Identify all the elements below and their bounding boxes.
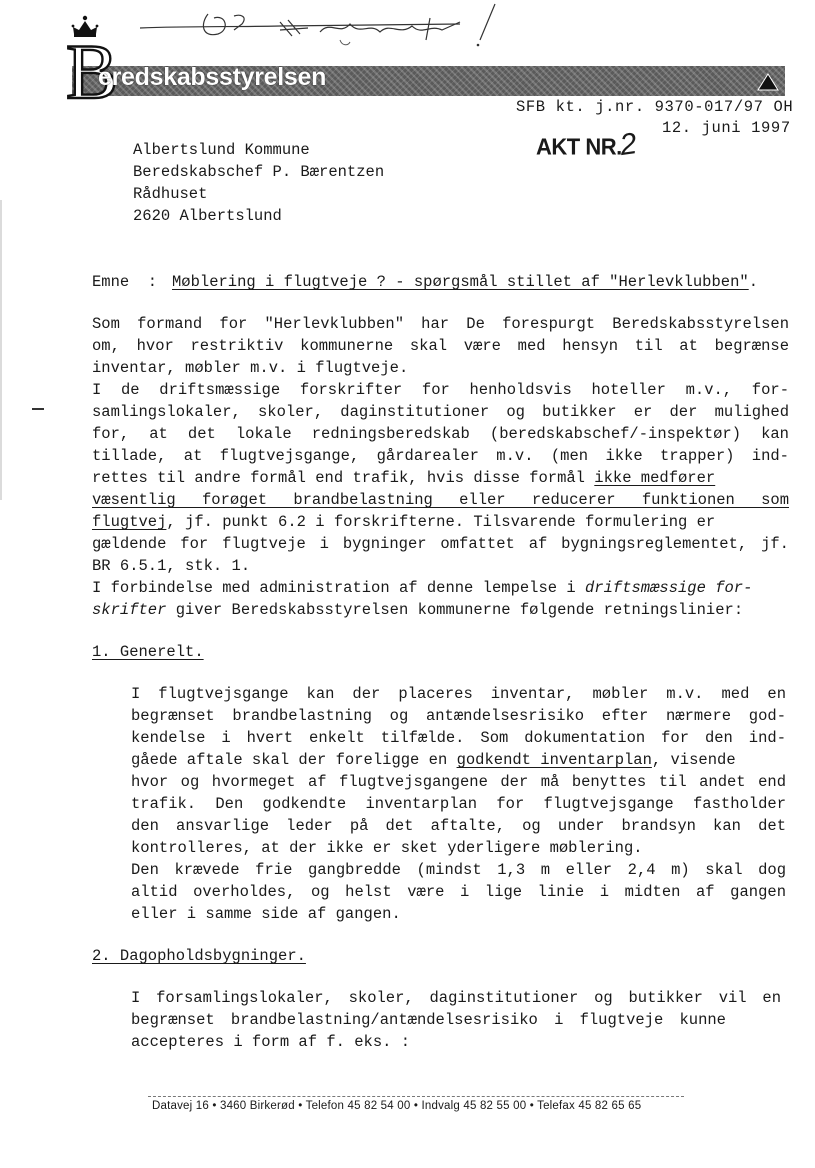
section-heading: 1. Generelt.: [92, 643, 204, 661]
body-text: I forbindelse med administration af denne lempelse i: [92, 579, 585, 597]
body-text: rettes til andre formål end trafik, hvis disse formål: [92, 469, 595, 487]
body-line: hvor og hvormeget af flugtvejsgangene der må benyttes til andet end: [131, 773, 786, 791]
italic-text: skrifter: [92, 601, 167, 619]
body-line: Som formand for "Herlevklubben" har De forespurgt Beredskabsstyrelsen: [92, 315, 789, 333]
body-line: den ansvarlige leder på det aftalte, og under brandsyn kan det: [131, 817, 786, 835]
body-line: kontrolleres, at der ikke er sket yderligere møblering.: [131, 839, 643, 857]
body-line: begrænset brandbelastning/antændelsesrisiko i flugtveje kunne: [131, 1011, 726, 1029]
recipient-line: Beredskabschef P. Bærentzen: [133, 163, 385, 181]
body-line: om, hvor restriktiv kommunerne skal være med hensyn til at begrænse: [92, 337, 789, 355]
margin-mark: [32, 408, 44, 410]
body-text: , jf. punkt 6.2 i forskrifterne. Tilsvarende formulering er: [166, 513, 716, 531]
body-line: I de driftsmæssige forskrifter for henholdsvis hoteller m.v., for-: [92, 381, 789, 399]
akt-number-handwritten: 2: [617, 127, 639, 163]
section-heading: 2. Dagopholdsbygninger.: [92, 947, 306, 965]
footer-rule: [148, 1096, 684, 1098]
body-line: I forsamlingslokaler, skoler, daginstitutioner og butikker vil en: [131, 989, 781, 1007]
triangle-emblem-icon: [757, 73, 779, 91]
body-line: samlingslokaler, skoler, daginstitutioner og butikker er der mulighed: [92, 403, 789, 421]
body-line: eller i samme side af gangen.: [131, 905, 401, 923]
body-line: for, at det lokale redningsberedskab (beredskabschef/-inspektør) kan: [92, 425, 789, 443]
body-line: altid overholdes, og helst være i lige linie i midten af gangen: [131, 883, 786, 901]
organization-name: eredskabsstyrelsen: [98, 63, 327, 91]
body-line: BR 6.5.1, stk. 1.: [92, 557, 251, 575]
underlined-text: godkendt inventarplan: [456, 751, 652, 769]
subject-line: [172, 272, 788, 294]
body-text: giver Beredskabsstyrelsen kommunerne følgende retningslinier:: [166, 601, 744, 619]
recipient-line: 2620 Albertslund: [133, 207, 282, 225]
recipient-line: Rådhuset: [133, 185, 208, 203]
body-line: inventar, møbler m.v. i flugtveje.: [92, 359, 409, 377]
body-line: [131, 750, 786, 772]
body-line: [92, 600, 789, 622]
body-line: accepteres i form af f. eks. :: [131, 1033, 411, 1051]
body-line: I flugtvejsgange kan der placeres inventar, møbler m.v. med en: [131, 685, 786, 703]
underlined-text: ikke medfører: [594, 469, 716, 487]
scan-edge: [0, 200, 2, 500]
body-line: [92, 468, 789, 490]
underlined-line: væsentlig forøget brandbelastning eller reducerer funktionen som: [92, 491, 789, 509]
body-line: [92, 512, 789, 534]
body-line: trafik. Den godkendte inventarplan for flugtvejsgange fastholder: [131, 795, 786, 813]
body-line: Den krævede frie gangbredde (mindst 1,3 m eller 2,4 m) skal dog: [131, 861, 786, 879]
subject-end: .: [748, 273, 759, 291]
akt-stamp: AKT NR.: [536, 133, 622, 160]
body-line: kendelse i hvert enkelt tilfælde. Som dokumentation for den ind-: [131, 729, 786, 747]
italic-text: driftsmæssige for-: [584, 579, 753, 597]
body-text: , visende: [651, 751, 736, 769]
recipient-line: Albertslund Kommune: [133, 141, 310, 159]
body-line: tillade, at flugtvejsgange, gårdarealer m.v. (men ikke trapper) ind-: [92, 447, 789, 465]
journal-reference: SFB kt. j.nr. 9370-017/97 OH: [516, 98, 794, 116]
body-line: gældende for flugtveje i bygninger omfattet af bygningsreglementet, jf.: [92, 535, 789, 553]
underlined-text: flugtvej: [92, 513, 167, 531]
body-line: [92, 578, 789, 600]
subject-label: Emne :: [92, 273, 158, 291]
footer-address: Datavej 16 • 3460 Birkerød • Telefon 45 82 54 00 • Indvalg 45 82 55 00 • Telefax 45 82 65 65: [152, 1100, 642, 1112]
body-line: begrænset brandbelastning og antændelsesrisiko efter nærmere god-: [131, 707, 786, 725]
letter-date: 12. juni 1997: [662, 119, 791, 137]
subject-text: Møblering i flugtveje ? - spørgsmål stillet af "Herlevklubben": [172, 273, 749, 291]
handwritten-scribble: [130, 0, 510, 48]
svg-text:B: B: [66, 28, 119, 115]
body-text: gåede aftale skal der foreligge en: [131, 751, 457, 769]
